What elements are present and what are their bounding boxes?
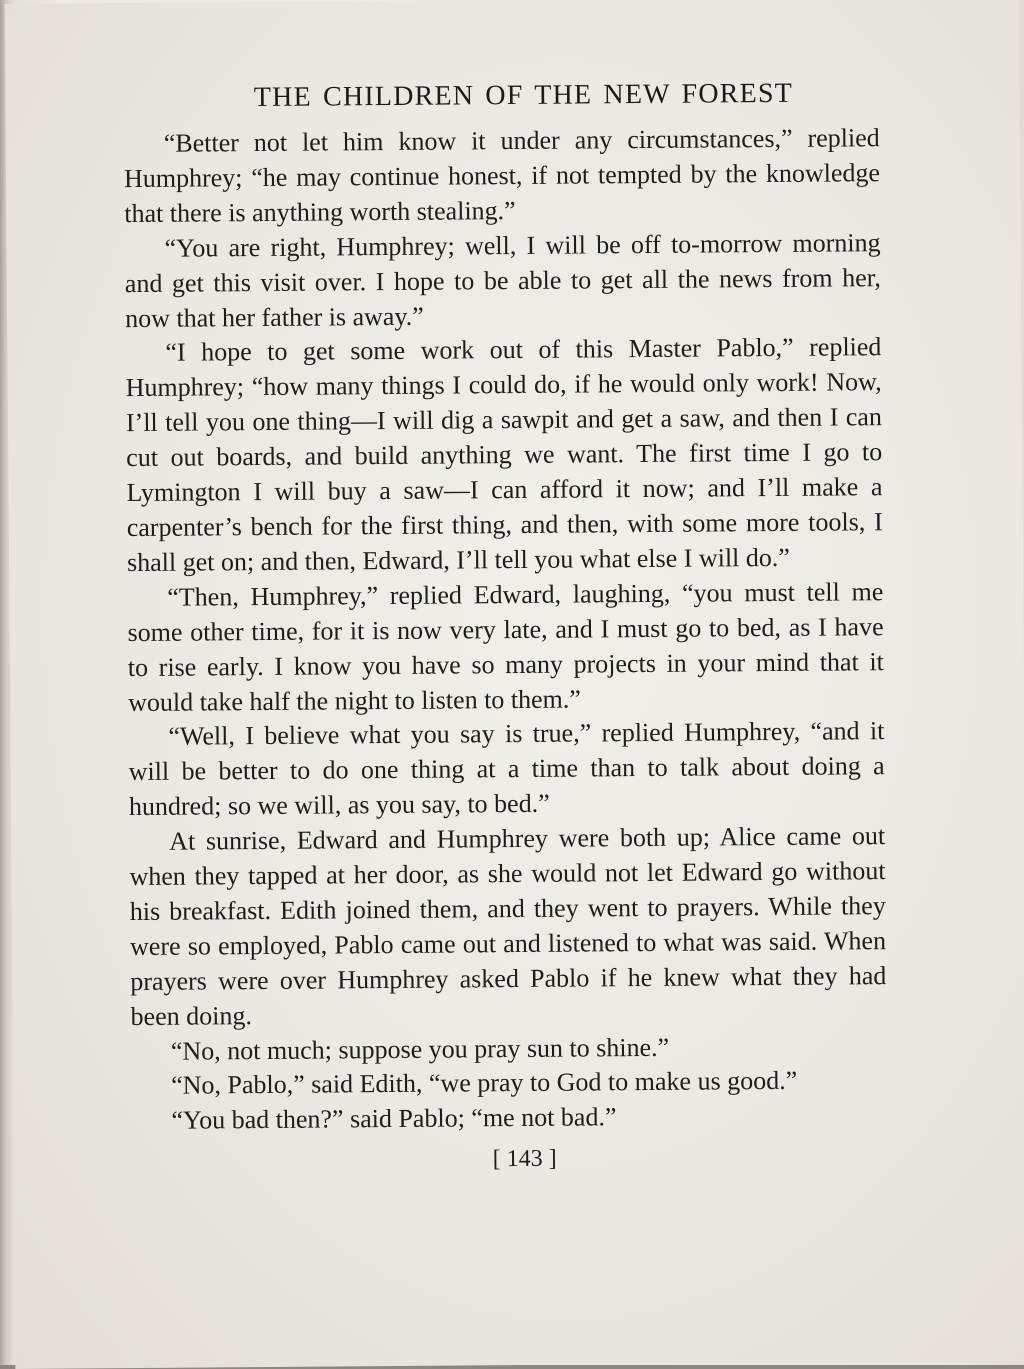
book-page xyxy=(5,0,1024,1369)
page-content xyxy=(123,73,888,1179)
paragraph-7: “No, not much; suppose you pray sun to shine.” xyxy=(170,1032,670,1066)
paragraph-8: “No, Pablo,” said Edith, “we pray to God to make us good.” xyxy=(171,1066,798,1101)
paragraph-6: At sunrise, Edward and Humphrey were both up; Alice came out when they tapped at her door, as she would not let Edward go without his breakfast. Edith joined them, and they went to prayers. While they were so employed, Pablo came out and listened to what was said. When prayers were over Humphrey asked Pablo if he knew what they had been doing. xyxy=(129,821,887,1031)
paragraph-5: “Well, I believe what you say is true,” replied Humphrey, “and it will be better to do one thing at a time than to talk about doing a hundred; so we will, as you say, to bed.” xyxy=(128,716,885,822)
paragraph-4: “Then, Humphrey,” replied Edward, laughing, “you must tell me some other time, for it is now very late, and I must go to bed, as I have to rise early. I know you have so many projects in your mind that it would take half the night to listen to them.” xyxy=(127,576,884,717)
paragraph-9: “You bad then?” said Pablo; “me not bad.” xyxy=(171,1102,617,1136)
paragraph-1: “Better not let him know it under any circumstances,” replied Humphrey; “he may continue honest, if not tempted by the knowledge that there is anything worth stealing.” xyxy=(123,123,881,228)
paragraph-3: “I hope to get some work out of this Master Pablo,” replied Humphrey; “how many things I could do, if he would only work! Now, I’ll tell you one thing—I will dig a sawpit and get a saw, and then I can cut out boards, and build anything we want. The first time I go to Lymington I will buy a saw—I can afford it now; and I’ll make a carpenter’s bench for the first thing, and then, with some more tools, I shall get on; and then, Edward, I’ll tell you what else I will do.” xyxy=(125,332,883,577)
page-number: [ 143 ] xyxy=(492,1145,557,1173)
paragraph-2: “You are right, Humphrey; well, I will be off to-morrow morning and get this visit over. I hope to be able to get all the news from her, now that her father is away.” xyxy=(124,227,881,333)
running-head: THE CHILDREN OF THE NEW FOREST xyxy=(253,77,794,114)
